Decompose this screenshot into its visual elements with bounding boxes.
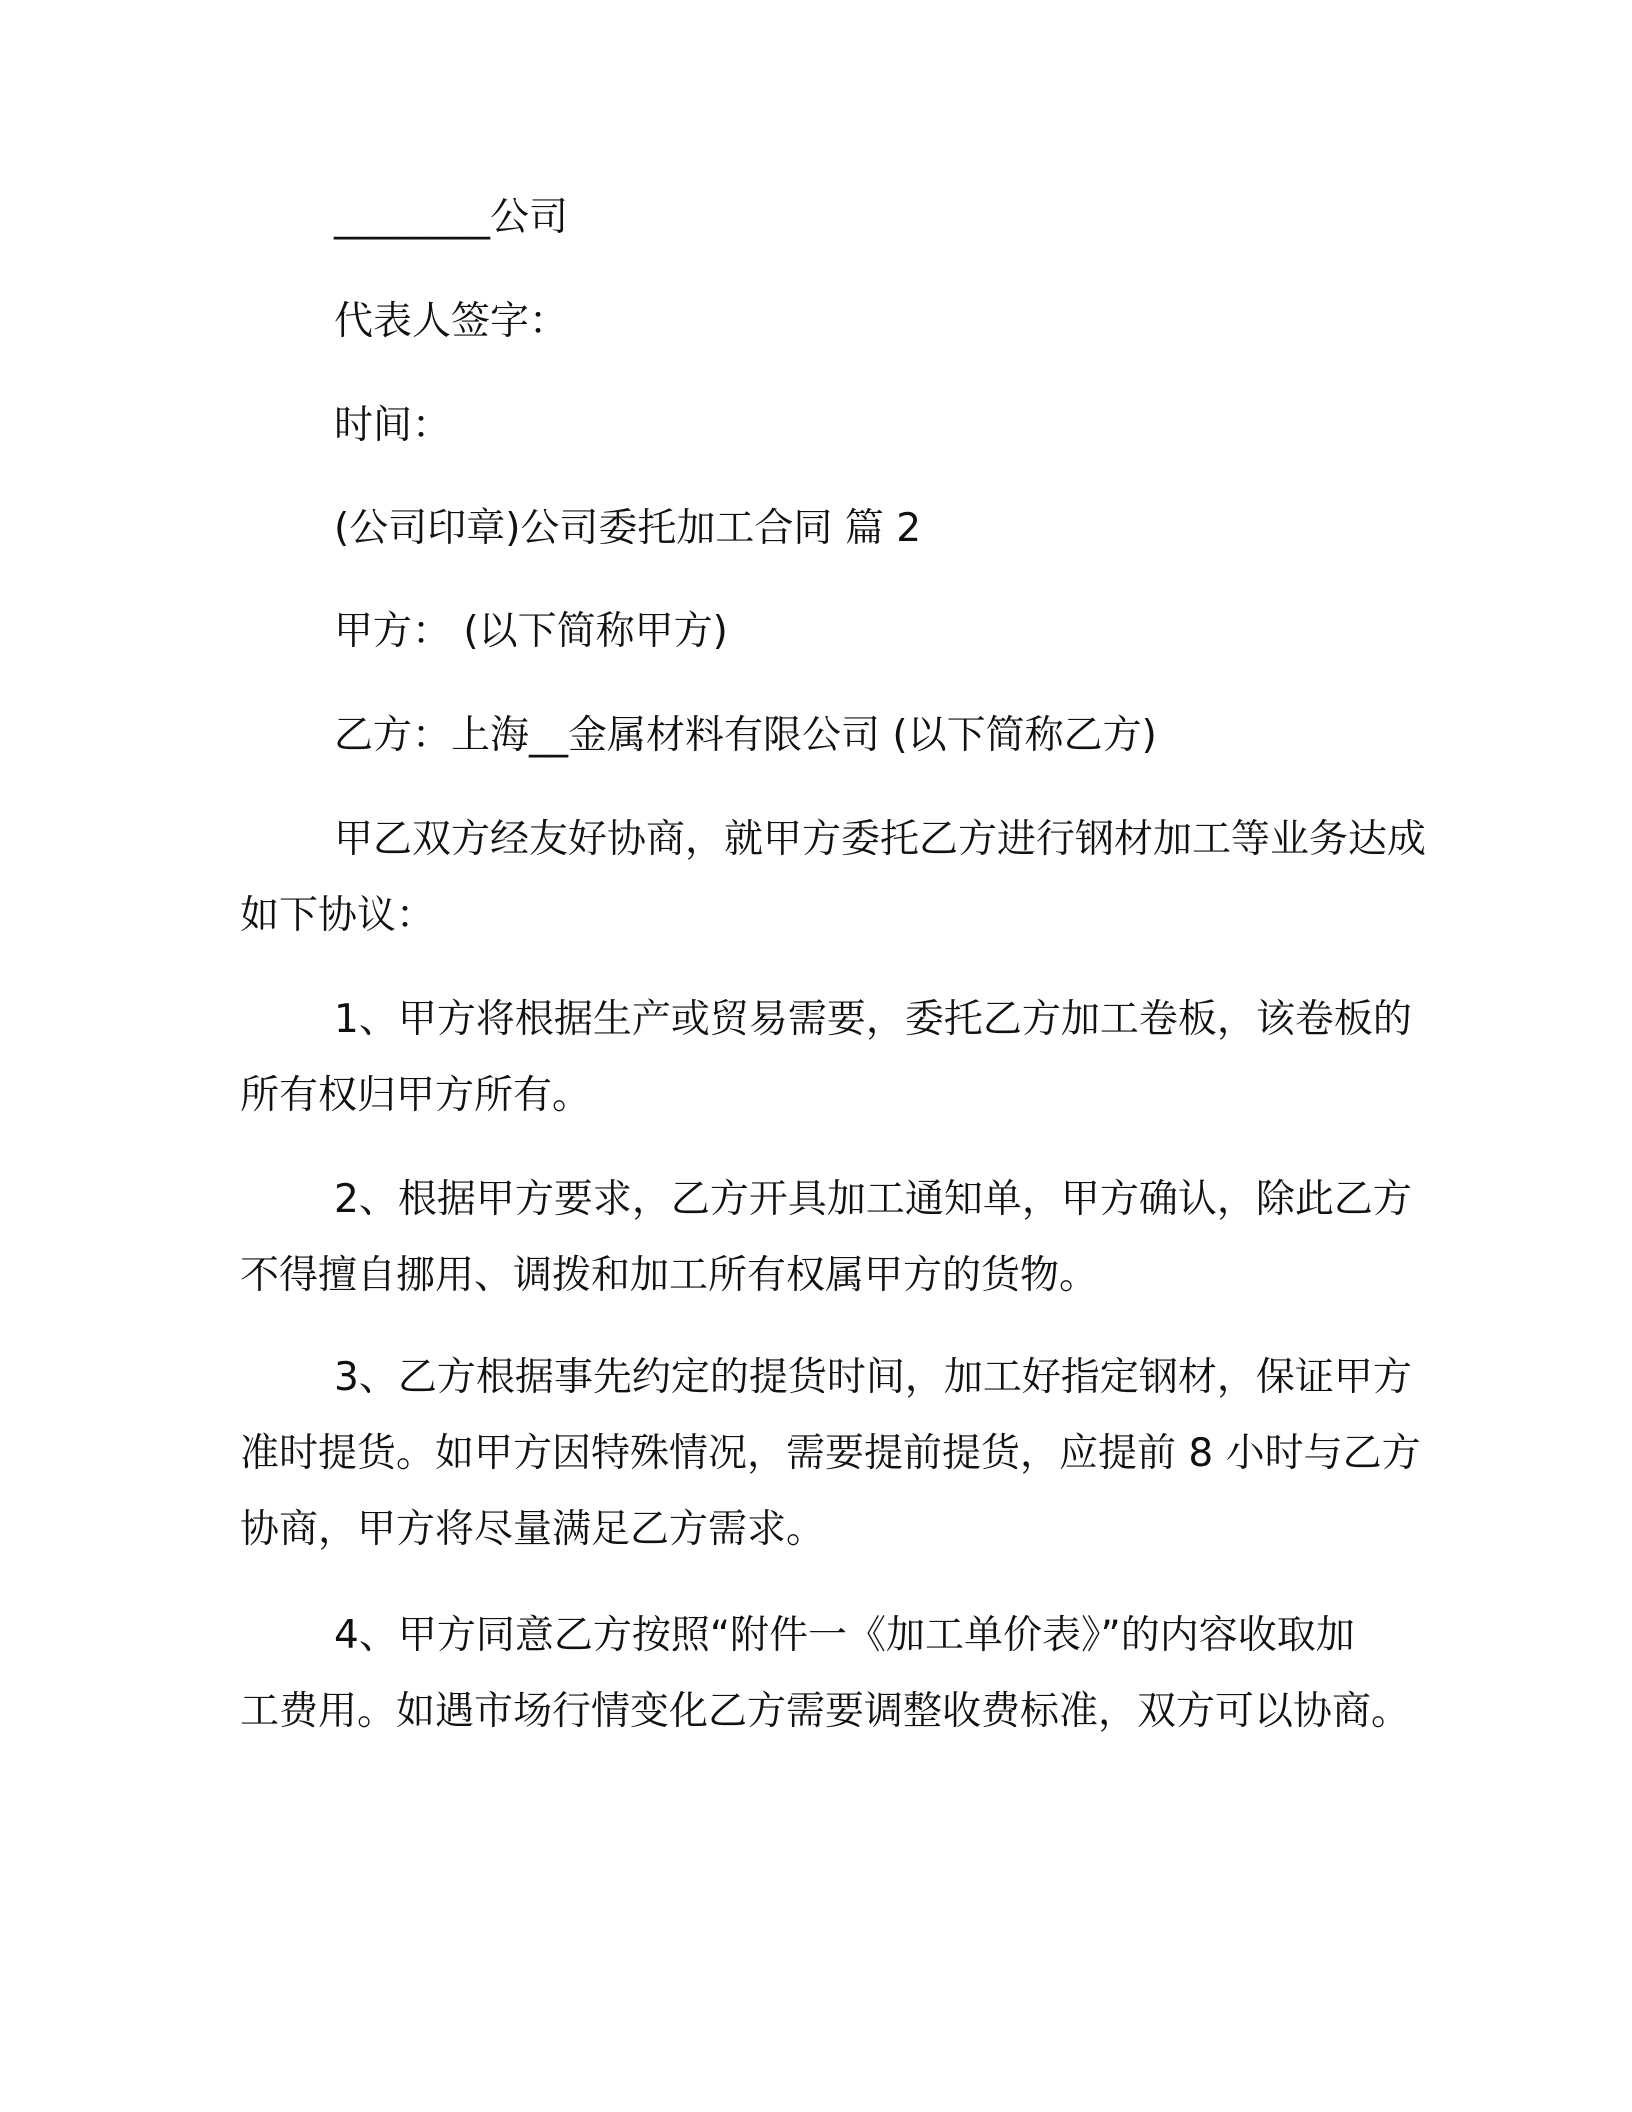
intro-paragraph-line-2: 如下协议： (240, 893, 436, 938)
clause-2-line-1: 2、根据甲方要求，乙方开具加工通知单，甲方确认，除此乙方 (334, 1177, 1412, 1222)
party-b-line: 乙方：上海__金属材料有限公司 (以下简称乙方) (334, 713, 1157, 758)
clause-1-line-1: 1、甲方将根据生产或贸易需要，委托乙方加工卷板，该卷板的 (334, 997, 1412, 1042)
clause-2-line-2: 不得擅自挪用、调拨和加工所有权属甲方的货物。 (240, 1253, 1099, 1298)
clause-4-line-2: 工费用。如遇市场行情变化乙方需要调整收费标准，双方可以协商。 (240, 1689, 1411, 1734)
party-a-line: 甲方： (以下简称甲方) (334, 609, 728, 654)
representative-signature-line: 代表人签字： (334, 299, 569, 344)
clause-4-line-1: 4、甲方同意乙方按照“附件一《加工单价表》”的内容收取加 (334, 1613, 1355, 1658)
clause-1-line-2: 所有权归甲方所有。 (240, 1073, 592, 1118)
intro-paragraph-line-1: 甲乙双方经友好协商，就甲方委托乙方进行钢材加工等业务达成 (334, 817, 1427, 862)
company-signature-line: ________公司 (334, 195, 569, 240)
clause-3-line-3: 协商，甲方将尽量满足乙方需求。 (240, 1507, 826, 1552)
clause-3-line-2: 准时提货。如甲方因特殊情况，需要提前提货，应提前 8 小时与乙方 (240, 1431, 1421, 1476)
signature-time-line: 时间： (334, 403, 452, 448)
clause-3-line-1: 3、乙方根据事先约定的提货时间，加工好指定钢材，保证甲方 (334, 1355, 1412, 1400)
contract-heading: (公司印章)公司委托加工合同 篇 2 (334, 506, 922, 551)
